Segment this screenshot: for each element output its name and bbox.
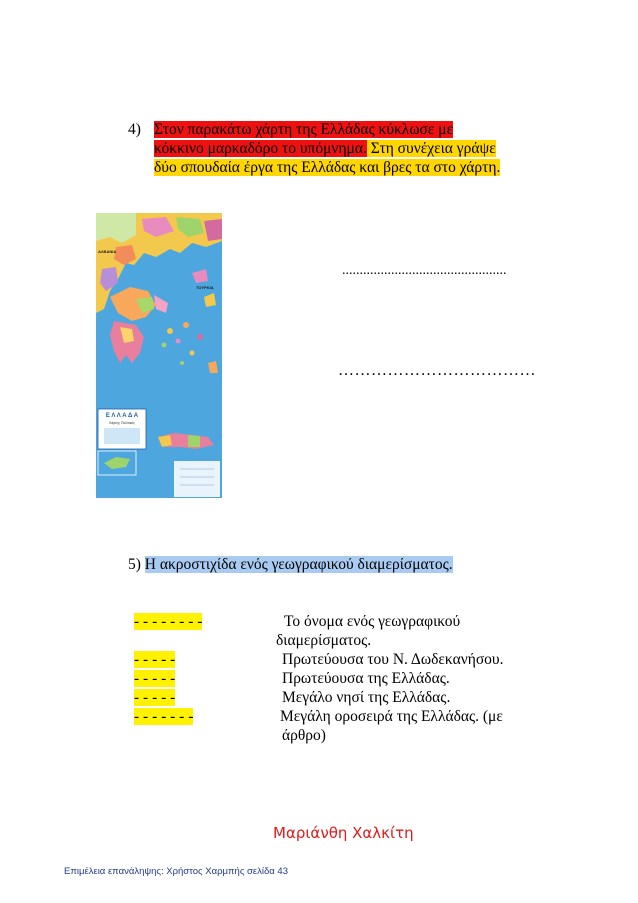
acrostic-clue-4: Μεγάλο νησί της Ελλάδας. [282, 689, 451, 706]
answer-line-1[interactable]: ............................................... [342, 263, 507, 278]
map-legend-title: Ε Λ Λ Α Δ Α [105, 413, 139, 419]
question-4-line-1: Στον παρακάτω χάρτη της Ελλάδας κύκλωσε με [154, 121, 454, 138]
acrostic-clue-1: Το όνομα ενός γεωγραφικού διαμερίσματος. [276, 613, 461, 649]
author-signature: Μαριάνθη Χαλκίτη [273, 824, 414, 842]
question-4-line-3: δύο σπουδαία έργα της Ελλάδας και βρες τα στο χάρτη. [154, 159, 501, 176]
acrostic-clue-2: Πρωτεύουσα του Ν. Δωδεκανήσου. [282, 651, 504, 668]
acrostic-pattern-4[interactable]: - - - - - [134, 689, 176, 706]
question-4-line-2: κόκκινο μαρκαδόρο το υπόμνημα. Στη συνέχεια γράψε [154, 140, 496, 157]
page-footer: Επιμέλεια επανάληψης: Χρήστος Χαρμπής σελίδα 43 [64, 866, 288, 877]
answer-line-2[interactable]: ……………………………… [338, 362, 536, 379]
acrostic-clue-3: Πρωτεύουσα της Ελλάδας. [282, 670, 450, 687]
acrostic-pattern-2[interactable]: - - - - - [134, 651, 176, 668]
question-4-number: 4) [128, 121, 141, 138]
acrostic-pattern-3[interactable]: - - - - - [134, 670, 176, 687]
question-5 [128, 556, 453, 574]
map-legend-subtitle: Χάρτης Πολιτικός [109, 421, 135, 425]
acrostic-pattern-1[interactable]: - - - - - - - - [134, 613, 203, 630]
acrostic-clue-5: Μεγάλη οροσειρά της Ελλάδας. (με άρθρο) [280, 708, 503, 744]
question-5-number: 5) [128, 556, 141, 573]
greece-map-image [96, 213, 222, 498]
question-4 [128, 120, 548, 177]
question-5-title: Η ακροστιχίδα ενός γεωγραφικού διαμερίσματος. [144, 556, 453, 573]
map-label-albania: ΑΛΒΑΝΙΑ [98, 249, 117, 254]
map-label-turkey: ΤΟΥΡΚΙΑ [196, 285, 214, 290]
acrostic-pattern-5[interactable]: - - - - - - - [134, 708, 194, 725]
